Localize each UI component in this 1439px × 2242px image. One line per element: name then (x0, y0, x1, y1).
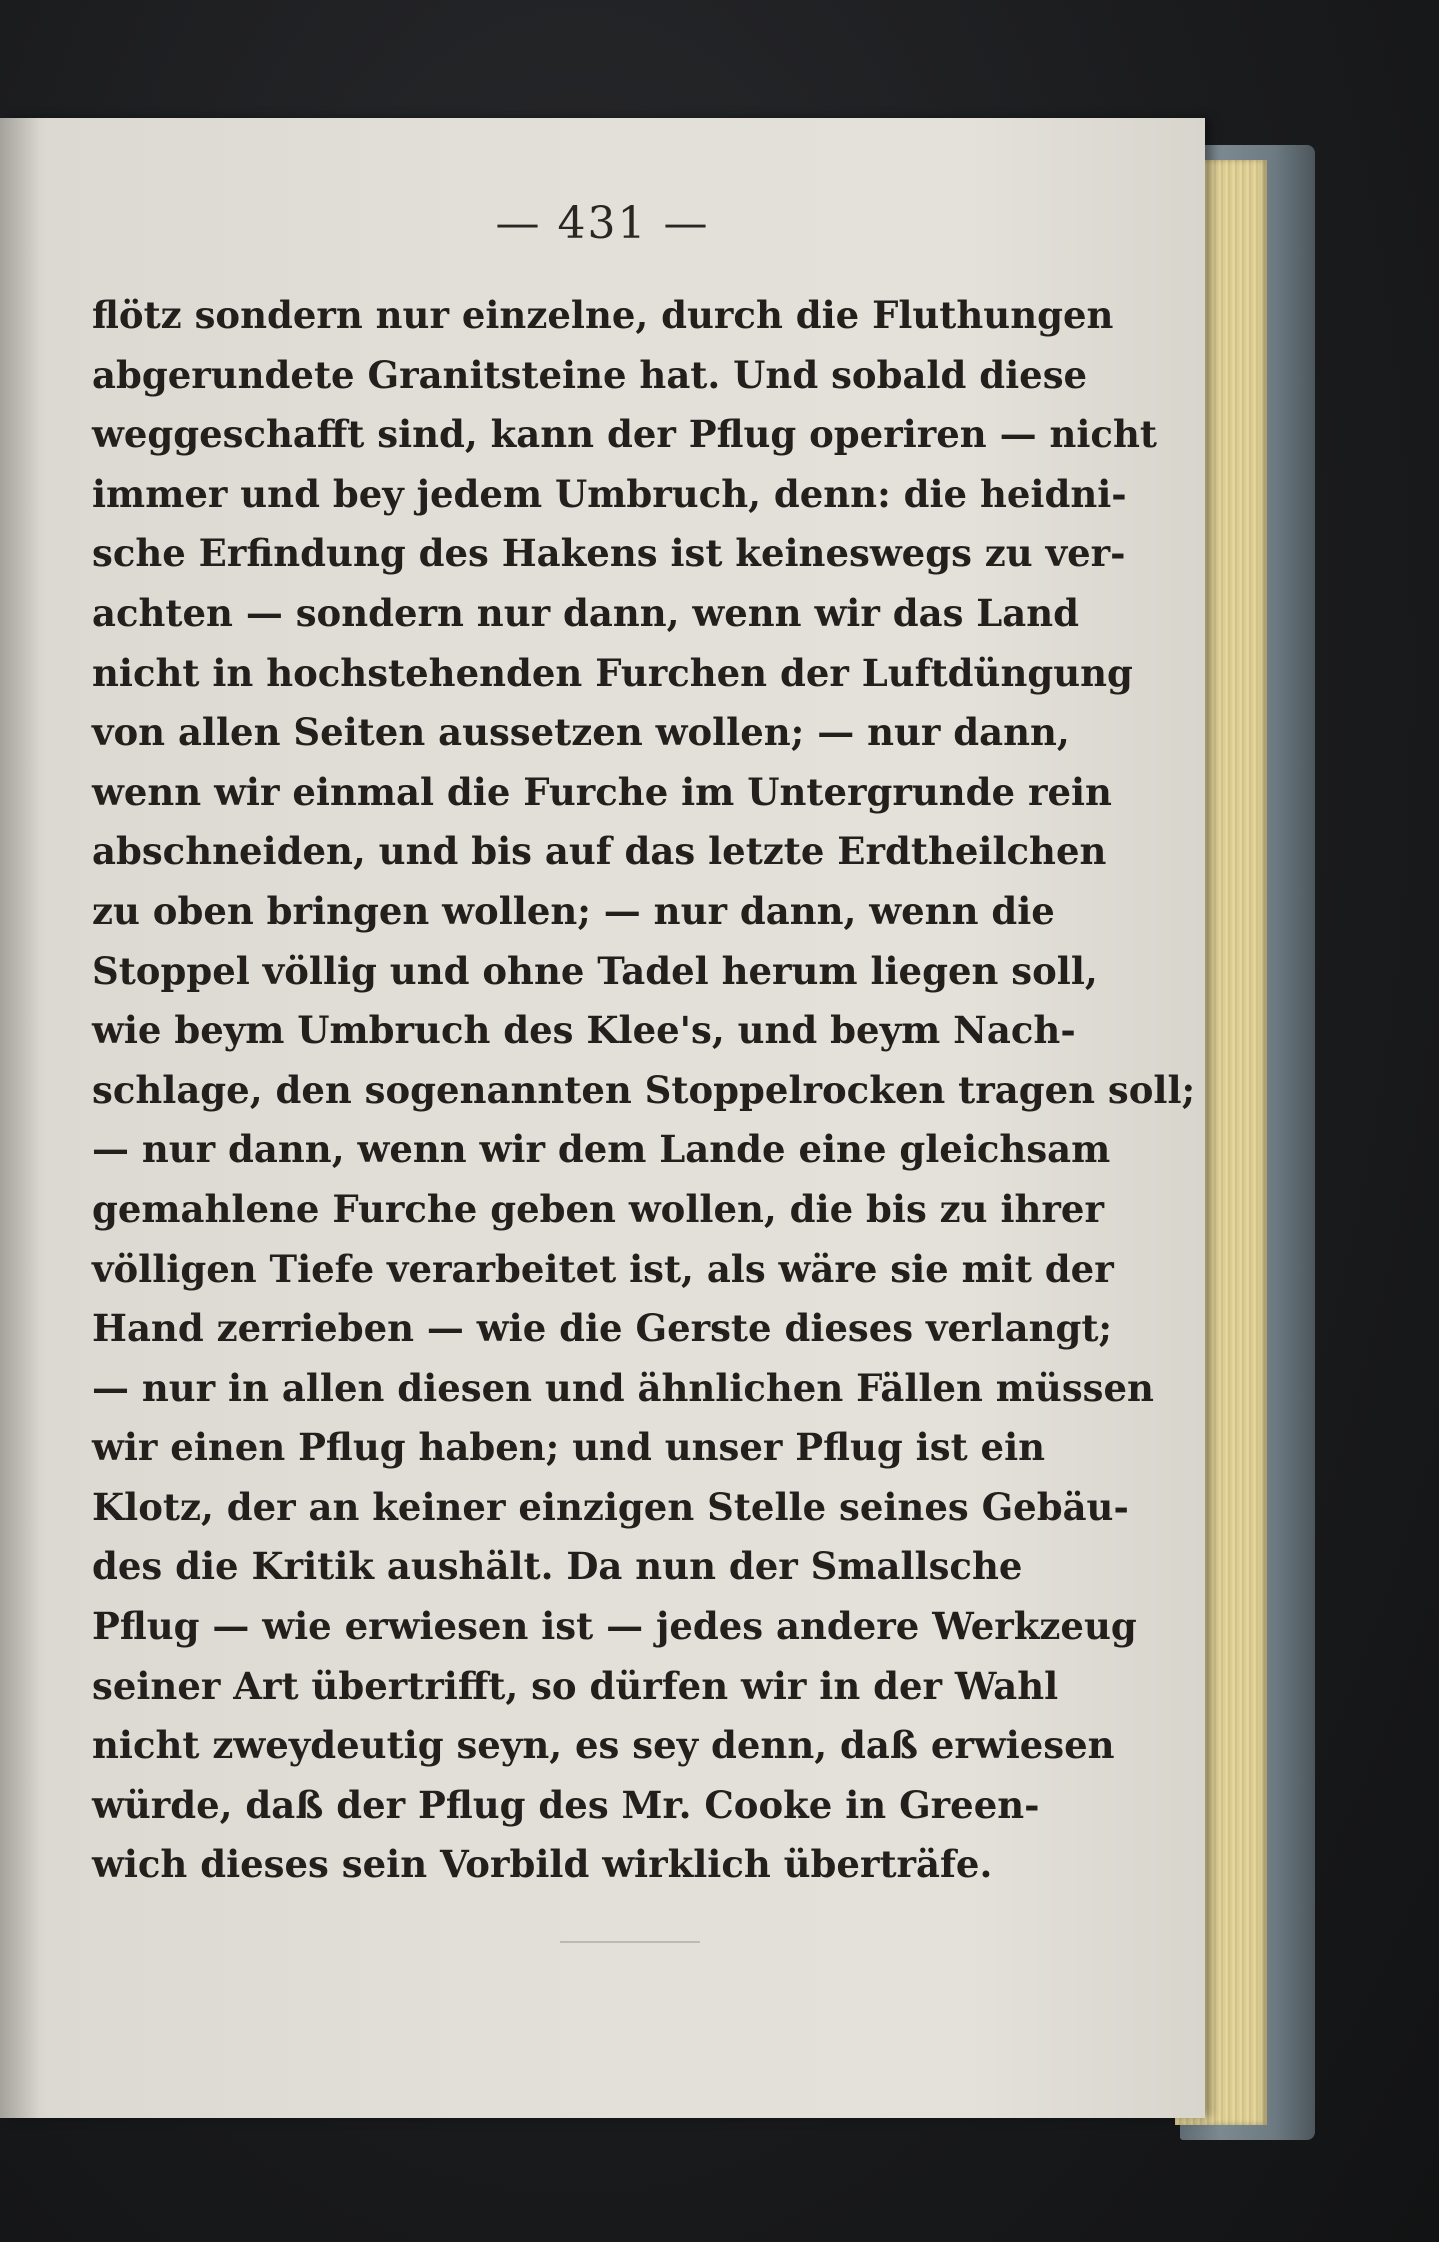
text-line: abschneiden, und bis auf das letzte Erdtheilchen (92, 829, 1107, 874)
text-line: gemahlene Furche geben wollen, die bis zu ihrer (92, 1186, 1104, 1231)
text-line: völligen Tiefe verarbeitet ist, als wäre sie mit der (92, 1246, 1114, 1291)
text-line: seiner Art übertrifft, so dürfen wir in der Wahl (92, 1663, 1059, 1708)
text-line: wich dieses sein Vorbild wirklich überträfe. (92, 1842, 993, 1887)
text-line: Pflug — wie erwiesen ist — jedes andere Werkzeug (92, 1604, 1137, 1649)
bleed-through-rule (560, 1941, 700, 1943)
text-line: wenn wir einmal die Furche im Untergrunde rein (92, 769, 1112, 814)
text-line: zu oben bringen wollen; — nur dann, wenn die (92, 888, 1055, 933)
text-line: sche Erfindung des Hakens ist keineswegs zu ver- (92, 531, 1126, 576)
text-line: flötz sondern nur einzelne, durch die Fluthungen (92, 293, 1114, 337)
text-line: nicht in hochstehenden Furchen der Luftdüngung (92, 650, 1133, 695)
text-line: abgerundete Granitsteine hat. Und sobald diese (92, 352, 1088, 397)
text-line: immer und bey jedem Umbruch, denn: die heidni- (92, 471, 1127, 516)
text-line: Hand zerrieben — wie die Gerste dieses verlangt; (92, 1306, 1113, 1351)
text-line: — nur in allen diesen und ähnlichen Fällen müssen (92, 1365, 1154, 1410)
text-line: von allen Seiten aussetzen wollen; — nur dann, (92, 710, 1070, 755)
text-line: wir einen Pflug haben; und unser Pflug ist ein (92, 1425, 1046, 1470)
text-line: würde, daß der Pflug des Mr. Cooke in Green- (92, 1782, 1040, 1827)
text-line: Stoppel völlig und ohne Tadel herum liegen soll, (92, 948, 1098, 993)
text-line: weggeschafft sind, kann der Pflug operiren — nicht (92, 412, 1157, 457)
body-text (92, 286, 1196, 1895)
book-page (0, 118, 1205, 2118)
text-line: nicht zweydeutig seyn, es sey denn, daß erwiesen (92, 1723, 1115, 1768)
text-line: — nur dann, wenn wir dem Lande eine gleichsam (92, 1127, 1111, 1172)
text-line: achten — sondern nur dann, wenn wir das Land (92, 590, 1080, 635)
text-line: wie beym Umbruch des Klee's, und beym Nach- (92, 1008, 1076, 1053)
text-line: des die Kritik aushält. Da nun der Smallsche (92, 1544, 1023, 1589)
page-number: — 431 — (495, 198, 710, 249)
text-line: Klotz, der an keiner einzigen Stelle seines Gebäu- (92, 1484, 1129, 1529)
text-line: schlage, den sogenannten Stoppelrocken tragen soll; (92, 1067, 1196, 1112)
